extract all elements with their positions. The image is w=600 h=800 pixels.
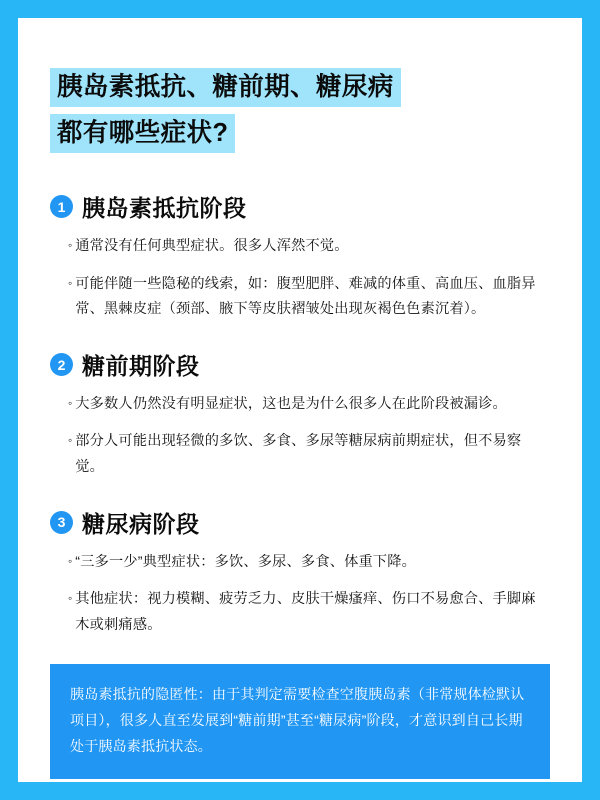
bullet-dot-icon: ◦ bbox=[68, 238, 73, 253]
note-callout: 胰岛素抵抗的隐匿性：由于其判定需要检查空腹胰岛素（非常规体检默认项目），很多人直至发展到“糖前期”甚至“糖尿病”阶段，才意识到自己长期处于胰岛素抵抗状态。 bbox=[50, 664, 550, 780]
section-number-badge: 2 bbox=[50, 353, 73, 376]
section-header bbox=[50, 348, 550, 381]
list-item-text: 可能伴随一些隐秘的线索，如：腹型肥胖、难减的体重、高血压、血脂异常、黑棘皮症（颈部、腋下等皮肤褶皱处出现灰褐色色素沉着）。 bbox=[75, 275, 536, 317]
section-prediabetes bbox=[50, 348, 550, 480]
list-item bbox=[50, 234, 550, 259]
section-diabetes bbox=[50, 506, 550, 638]
list-item-text: 其他症状：视力模糊、疲劳乏力、皮肤干燥瘙痒、伤口不易愈合、手脚麻木或刺痛感。 bbox=[75, 591, 536, 633]
list-item bbox=[50, 392, 550, 417]
section-title: 糖前期阶段 bbox=[82, 353, 200, 380]
page-title-line-2: 都有哪些症状? bbox=[50, 114, 235, 153]
page-title bbox=[50, 68, 550, 160]
poster-card bbox=[18, 18, 582, 782]
list-item bbox=[50, 429, 550, 480]
list-item-text: “三多一少”典型症状：多饮、多尿、多食、体重下降。 bbox=[75, 553, 417, 570]
list-item bbox=[50, 587, 550, 638]
section-header bbox=[50, 190, 550, 223]
bullet-dot-icon: ◦ bbox=[68, 591, 73, 606]
list-item-text: 部分人可能出现轻微的多饮、多食、多尿等糖尿病前期症状，但不易察觉。 bbox=[75, 433, 522, 475]
list-item-text: 通常没有任何典型症状。很多人浑然不觉。 bbox=[75, 238, 349, 255]
list-item-text: 大多数人仍然没有明显症状，这也是为什么很多人在此阶段被漏诊。 bbox=[75, 396, 507, 413]
list-item bbox=[50, 272, 550, 323]
bullet-dot-icon: ◦ bbox=[68, 275, 73, 290]
section-insulin-resistance bbox=[50, 190, 550, 322]
bullet-dot-icon: ◦ bbox=[68, 433, 73, 448]
page-title-line-1: 胰岛素抵抗、糖前期、糖尿病 bbox=[50, 68, 401, 107]
section-title: 胰岛素抵抗阶段 bbox=[82, 195, 247, 222]
bullet-dot-icon: ◦ bbox=[68, 396, 73, 411]
section-header bbox=[50, 506, 550, 539]
section-title: 糖尿病阶段 bbox=[82, 510, 200, 537]
list-item bbox=[50, 550, 550, 575]
section-number-badge: 3 bbox=[50, 511, 73, 534]
bullet-dot-icon: ◦ bbox=[68, 553, 73, 568]
section-number-badge: 1 bbox=[50, 195, 73, 218]
